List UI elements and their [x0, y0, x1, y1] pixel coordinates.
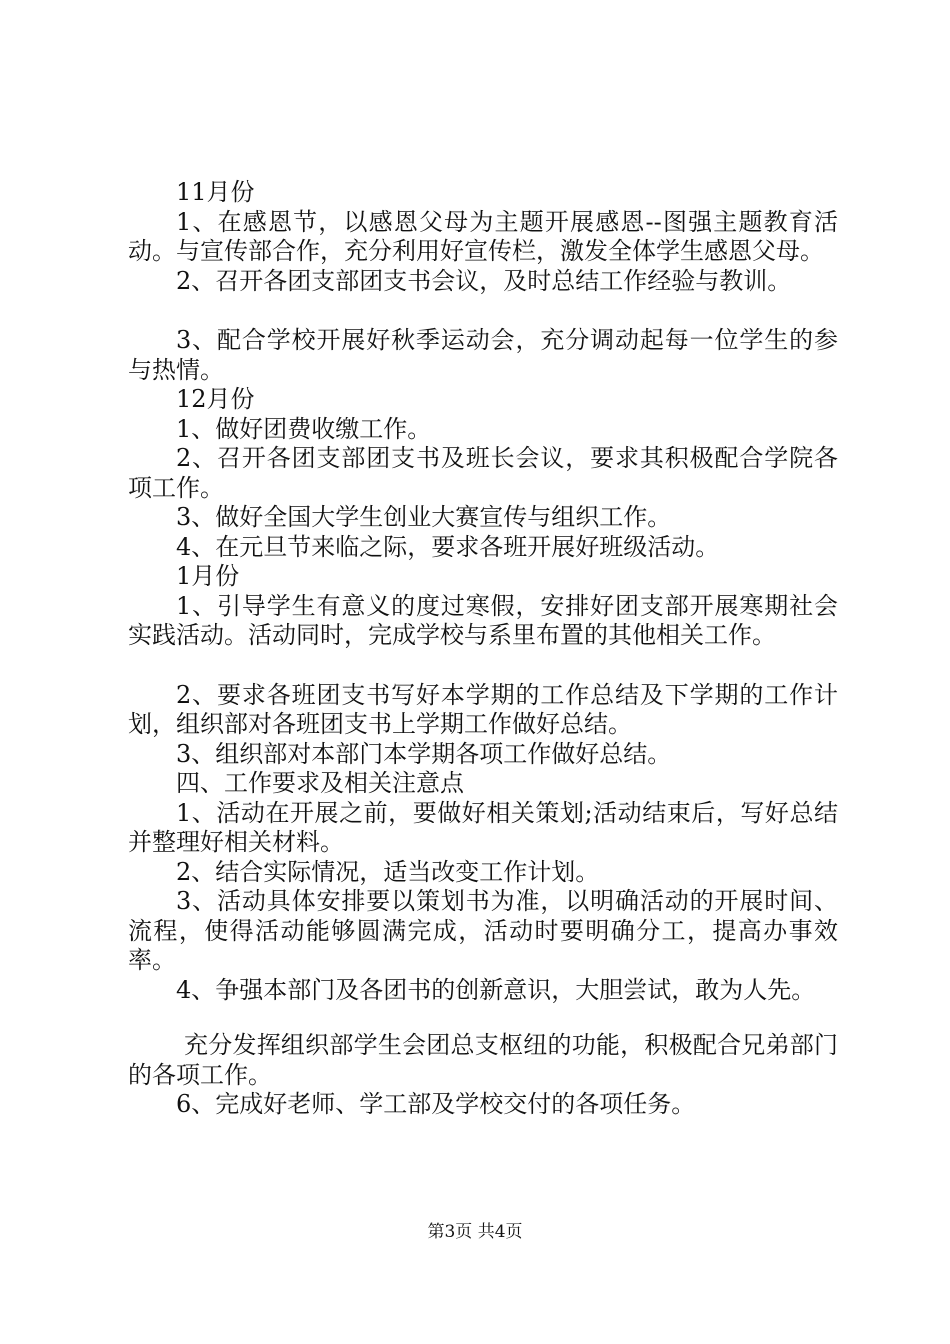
paragraph: 3、组织部对本部门本学期各项工作做好总结。 — [176, 739, 672, 768]
paragraph: 充分发挥组织部学生会团总支枢纽的功能，积极配合兄弟部门的各项工作。 — [128, 1031, 838, 1089]
month-heading-december: 12月份 — [176, 385, 255, 413]
month-heading-january: 1月份 — [176, 562, 240, 590]
paragraph: 2、结合实际情况，适当改变工作计划。 — [176, 857, 600, 886]
paragraph: 1、活动在开展之前，要做好相关策划;活动结束后，写好总结并整理好相关材料。 — [128, 798, 838, 856]
document-body — [128, 178, 838, 1120]
paragraph: 2、要求各班团支书写好本学期的工作总结及下学期的工作计划，组织部对各班团支书上学期工作做好总结。 — [128, 680, 838, 738]
section-heading: 四、工作要求及相关注意点 — [176, 769, 464, 797]
paragraph: 4、争强本部门及各团书的创新意识，大胆尝试，敢为人先。 — [176, 975, 816, 1004]
month-heading-november: 11月份 — [176, 178, 255, 206]
paragraph: 1、在感恩节，以感恩父母为主题开展感恩--图强主题教育活动。与宣传部合作，充分利用好宣传栏，激发全体学生感恩父母。 — [128, 207, 838, 265]
paragraph: 1、引导学生有意义的度过寒假，安排好团支部开展寒期社会实践活动。活动同时，完成学校与系里布置的其他相关工作。 — [128, 591, 838, 649]
paragraph: 2、召开各团支部团支书及班长会议，要求其积极配合学院各项工作。 — [128, 444, 838, 502]
paragraph: 1、做好团费收缴工作。 — [176, 414, 432, 443]
paragraph: 4、在元旦节来临之际，要求各班开展好班级活动。 — [176, 532, 720, 561]
page-number-footer: 第3页 共4页 — [427, 1222, 523, 1242]
paragraph: 3、配合学校开展好秋季运动会，充分调动起每一位学生的参与热情。 — [128, 326, 838, 384]
paragraph: 6、完成好老师、学工部及学校交付的各项任务。 — [176, 1090, 696, 1118]
paragraph: 2、召开各团支部团支书会议，及时总结工作经验与教训。 — [176, 266, 792, 295]
paragraph: 3、活动具体安排要以策划书为准，以明确活动的开展时间、流程，使得活动能够圆满完成，活动时要明确分工，提高办事效率。 — [128, 887, 838, 974]
paragraph: 3、做好全国大学生创业大赛宣传与组织工作。 — [176, 503, 672, 531]
